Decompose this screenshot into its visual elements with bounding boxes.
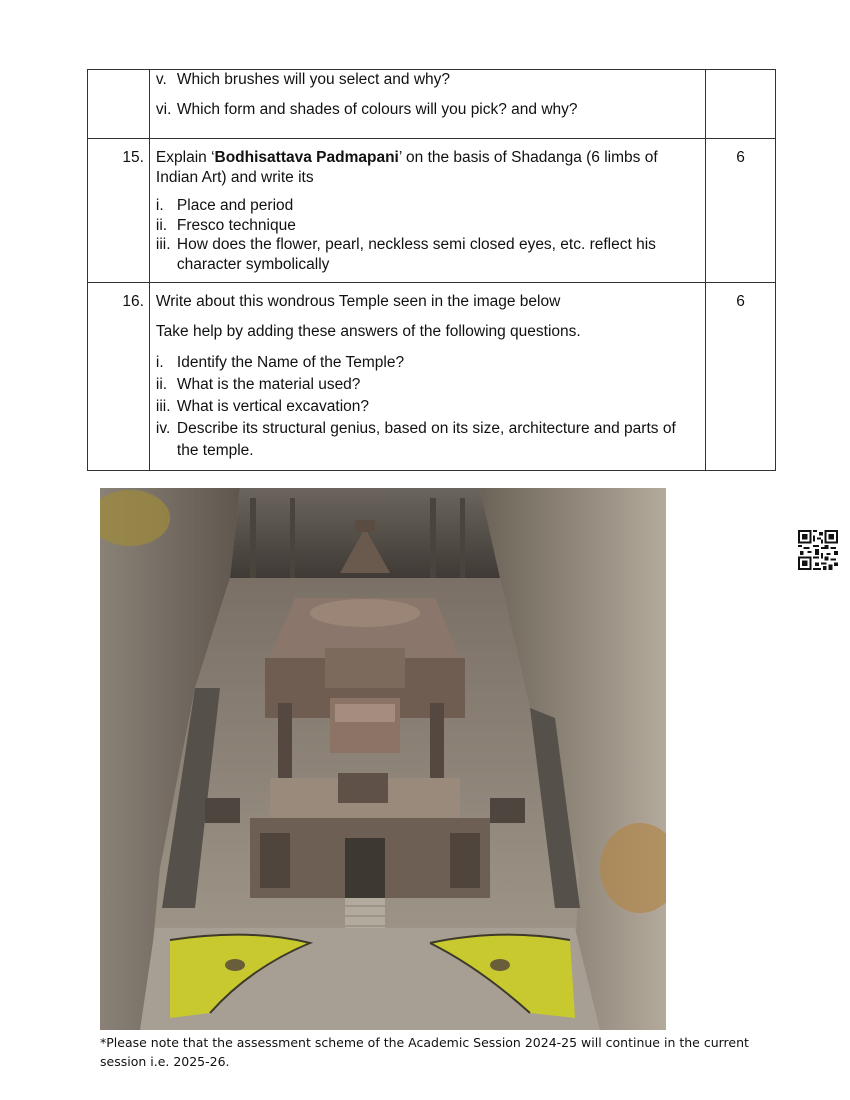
sub-question-text: Which brushes will you select and why? xyxy=(176,71,451,88)
question-number: 16. xyxy=(88,283,150,471)
qr-code[interactable] xyxy=(798,530,838,570)
assessment-footnote: *Please note that the assessment scheme of the Academic Session 2024-25 will continue in the current session i.e. 2025-26. xyxy=(100,1035,749,1069)
roman-numeral: iii. xyxy=(155,398,171,415)
artwork-title: Bodhisattava Padmapani xyxy=(214,149,399,166)
question-number: 15. xyxy=(88,139,150,283)
question-table xyxy=(87,69,776,471)
question-cell xyxy=(149,283,705,471)
sub-question-text: Fresco technique xyxy=(176,216,296,234)
question-number-cell xyxy=(88,70,150,139)
sub-question-ii xyxy=(156,374,699,396)
roman-numeral: iv. xyxy=(155,420,171,437)
roman-numeral: vi. xyxy=(155,101,172,118)
sub-question-v xyxy=(156,70,699,90)
question-cell xyxy=(149,139,705,283)
sub-question-vi xyxy=(156,100,699,120)
roman-numeral: ii. xyxy=(155,216,168,234)
roman-numeral: i. xyxy=(155,197,164,214)
sub-question-text: Describe its structural genius, based on its size, architecture and parts of the temple. xyxy=(176,420,676,459)
roman-numeral: i. xyxy=(155,354,164,371)
question-lead: Explain ‘Bodhisattava Padmapani’ on the basis of Shadanga (6 limbs of Indian Art) and write its xyxy=(155,149,658,186)
sub-question-ii xyxy=(156,216,699,236)
sub-question-i xyxy=(156,352,699,374)
question-row-14-continued xyxy=(88,70,776,139)
question-row-15 xyxy=(88,139,776,283)
sub-question-text: Identify the Name of the Temple? xyxy=(176,354,405,371)
sub-question-text: What is vertical excavation? xyxy=(176,398,370,415)
sub-question-text: What is the material used? xyxy=(176,376,361,393)
sub-question-text: Place and period xyxy=(176,197,294,214)
sub-question-text: How does the flower, pearl, neckless semi closed eyes, etc. reflect his character symbolically xyxy=(176,236,656,273)
sub-question-iii xyxy=(156,235,699,274)
sub-question-iv xyxy=(156,418,699,462)
question-cell xyxy=(149,70,705,139)
sub-question-iii xyxy=(156,396,699,418)
sub-question-i xyxy=(156,196,699,216)
question-row-16 xyxy=(88,283,776,471)
marks: 6 xyxy=(706,139,776,283)
question-sublead: Take help by adding these answers of the following questions. xyxy=(155,323,581,340)
sub-question-text: Which form and shades of colours will you pick? and why? xyxy=(176,101,578,118)
roman-numeral: iii. xyxy=(155,236,171,253)
question-lead: Write about this wondrous Temple seen in the image below xyxy=(155,293,561,310)
marks-cell xyxy=(706,70,776,139)
roman-numeral: ii. xyxy=(155,376,168,393)
temple-photo xyxy=(100,488,666,1030)
roman-numeral: v. xyxy=(155,71,167,88)
marks: 6 xyxy=(706,283,776,471)
